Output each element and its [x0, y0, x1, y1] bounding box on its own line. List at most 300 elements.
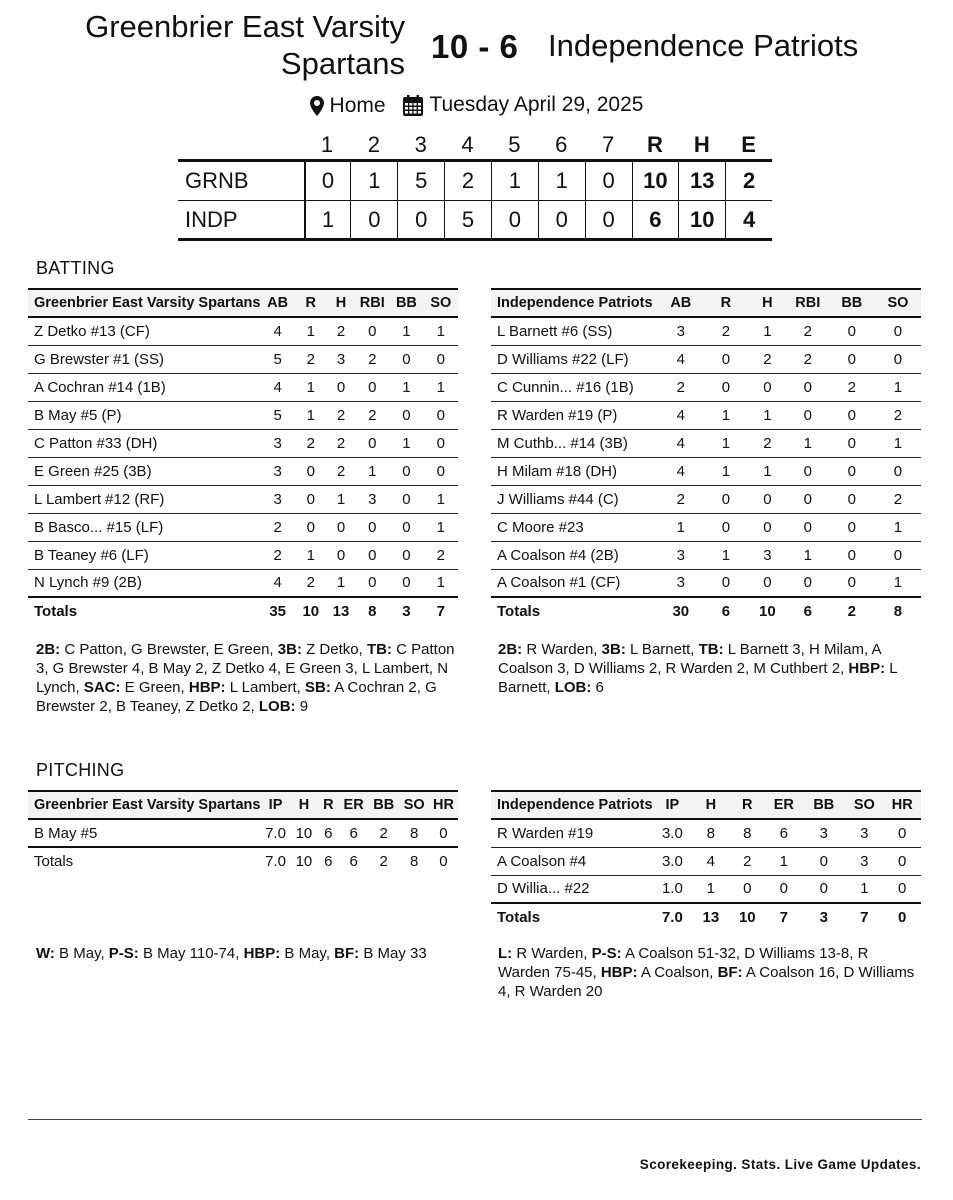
total-value: 13 — [332, 603, 350, 620]
stat-value: 0 — [829, 429, 875, 457]
column-header: AB — [260, 289, 294, 317]
stat-value: 3 — [802, 819, 845, 847]
note-text: R Warden, — [522, 641, 602, 658]
note-label: TB: — [366, 641, 392, 658]
inning-score: 1 — [491, 162, 538, 200]
column-header: SO — [424, 289, 458, 317]
batting-table-home — [28, 288, 458, 625]
column-header: H — [748, 289, 787, 317]
column-header: SO — [400, 791, 429, 819]
stat-value: 8 — [729, 819, 765, 847]
stat-value: 5 — [260, 345, 294, 373]
runs-header: R — [646, 132, 663, 157]
stat-value: 0 — [295, 485, 327, 513]
home-team-line2: Spartans — [280, 46, 405, 81]
stat-value: 0 — [829, 513, 875, 541]
table-row — [28, 819, 458, 847]
note-text: 9 — [295, 698, 309, 715]
table-row — [491, 317, 921, 345]
table-header-row — [28, 791, 458, 819]
team-header: Greenbrier East Varsity Spartans — [28, 791, 260, 819]
stat-value: 1 — [424, 569, 458, 597]
stat-value: 1 — [355, 457, 389, 485]
stat-value: 0 — [883, 819, 921, 847]
stat-value: 2 — [368, 819, 400, 847]
inning-score: 1 — [350, 162, 397, 200]
note-label: HBP: — [188, 679, 226, 696]
totals-row — [491, 903, 921, 931]
runs-total: 6 — [632, 201, 679, 238]
stat-value: 0 — [748, 373, 787, 401]
column-header: BB — [368, 791, 400, 819]
inning-score: 0 — [491, 201, 538, 238]
table-row — [28, 513, 458, 541]
player-name: C Patton #33 (DH) — [28, 429, 260, 457]
stat-value: 0 — [295, 457, 327, 485]
player-name: J Williams #44 (C) — [491, 485, 658, 513]
note-label: P-S: — [591, 945, 622, 962]
stat-value: 1 — [875, 373, 921, 401]
column-header: H — [291, 791, 318, 819]
stat-value: 1 — [327, 485, 355, 513]
player-name: N Lynch #9 (2B) — [28, 569, 260, 597]
linescore-team: GRNB — [185, 168, 249, 193]
table-row — [28, 317, 458, 345]
table-header-row — [491, 289, 921, 317]
errors-total: 2 — [725, 162, 772, 200]
note-label: W: — [36, 945, 55, 962]
errors-total: 4 — [725, 201, 772, 238]
stat-value: 2 — [658, 485, 704, 513]
inning-score: 0 — [585, 162, 632, 200]
linescore-team: INDP — [185, 206, 238, 232]
stat-value: 0 — [355, 541, 389, 569]
table-header-row — [28, 289, 458, 317]
inning-score: 0 — [397, 201, 444, 238]
stat-value: 0 — [829, 541, 875, 569]
player-name: B May #5 (P) — [28, 401, 260, 429]
inning-score: 0 — [304, 162, 351, 200]
note-text: C Patton, G Brewster, E Green, — [60, 641, 278, 658]
team-header: Greenbrier East Varsity Spartans — [28, 289, 260, 317]
stat-value: 0 — [829, 345, 875, 373]
table-row — [28, 429, 458, 457]
stat-value: 2 — [729, 847, 765, 875]
stat-value: 0 — [748, 569, 787, 597]
stat-value: 0 — [787, 485, 829, 513]
table-row — [491, 513, 921, 541]
table-row — [491, 819, 921, 847]
table-row — [28, 401, 458, 429]
total-value: 2 — [379, 853, 388, 870]
note-text: L Barnett, — [498, 660, 898, 696]
stat-value: 0 — [355, 317, 389, 345]
stat-value: 0 — [802, 875, 845, 903]
totals-label: Totals — [34, 603, 78, 620]
stat-value: 1 — [295, 317, 327, 345]
pitching-title: PITCHING — [36, 760, 125, 780]
linescore — [178, 131, 772, 241]
total-value: 30 — [672, 603, 690, 620]
stat-value: 2 — [260, 513, 294, 541]
column-header: R — [729, 791, 765, 819]
stat-value: 0 — [704, 569, 748, 597]
stat-value: 0 — [875, 345, 921, 373]
total-value: 7 — [779, 909, 788, 926]
stat-value: 0 — [355, 373, 389, 401]
stat-value: 2 — [327, 457, 355, 485]
stat-value: 2 — [787, 345, 829, 373]
player-name: H Milam #18 (DH) — [491, 457, 658, 485]
stat-value: 2 — [327, 317, 355, 345]
stat-value: 2 — [748, 429, 787, 457]
inning-score: 2 — [444, 162, 491, 200]
total-value: 8 — [893, 603, 903, 620]
stat-value: 1 — [787, 429, 829, 457]
inning-header: 4 — [461, 132, 474, 157]
stat-value: 3 — [658, 541, 704, 569]
final-score: 10 - 6 — [431, 28, 519, 65]
pitching-notes-away — [498, 944, 918, 1001]
home-team-line1: Greenbrier East Varsity — [85, 9, 405, 44]
column-header: HR — [883, 791, 921, 819]
stat-value: 3.0 — [653, 847, 693, 875]
stat-value: 1 — [748, 457, 787, 485]
player-name: D Willia... #22 — [491, 875, 653, 903]
player-name: B Basco... #15 (LF) — [28, 513, 260, 541]
stat-value: 0 — [327, 373, 355, 401]
player-name: B Teaney #6 (LF) — [28, 541, 260, 569]
total-value: 7 — [860, 909, 869, 926]
stat-value: 1 — [845, 875, 883, 903]
stat-value: 0 — [883, 875, 921, 903]
table-row — [491, 429, 921, 457]
runs-total: 10 — [632, 162, 679, 200]
note-label: HBP: — [600, 964, 638, 981]
column-header: ER — [339, 791, 368, 819]
batting-notes-away — [498, 640, 918, 697]
stat-value: 1 — [704, 457, 748, 485]
stat-value: 1 — [424, 485, 458, 513]
player-name: A Coalson #4 (2B) — [491, 541, 658, 569]
total-value: 10 — [759, 603, 776, 620]
stat-value: 2 — [295, 569, 327, 597]
stat-value: 0 — [704, 373, 748, 401]
stat-value: 0 — [729, 875, 765, 903]
stat-value: 0 — [327, 541, 355, 569]
stat-value: 2 — [424, 541, 458, 569]
stat-value: 0 — [295, 513, 327, 541]
stat-value: 1 — [424, 373, 458, 401]
note-label: BF: — [334, 945, 360, 962]
note-label: 2B: — [498, 641, 523, 658]
note-text: C Patton 3, G Brewster 4, B May 2, Z Detko 4, E Green 3, L Lambert, N Lynch, — [36, 641, 455, 696]
stat-value: 6 — [317, 819, 339, 847]
home-team-name — [85, 8, 405, 82]
column-header: BB — [802, 791, 845, 819]
stat-value: 1 — [748, 317, 787, 345]
note-text: L Lambert, — [225, 679, 306, 696]
stat-value: 0 — [883, 847, 921, 875]
stat-value: 0 — [704, 485, 748, 513]
team-header: Independence Patriots — [491, 791, 653, 819]
stat-value: 3 — [748, 541, 787, 569]
column-header: SO — [845, 791, 883, 819]
stat-value: 3 — [327, 345, 355, 373]
stat-value: 5 — [260, 401, 294, 429]
stat-value: 1 — [787, 541, 829, 569]
column-header: R — [704, 289, 748, 317]
table-row — [491, 541, 921, 569]
stat-value: 1 — [692, 875, 729, 903]
stat-value: 0 — [389, 485, 423, 513]
stat-value: 0 — [829, 569, 875, 597]
total-value: 35 — [269, 603, 286, 620]
stat-value: 2 — [327, 401, 355, 429]
total-value: 0 — [439, 853, 448, 870]
stat-value: 3 — [658, 317, 704, 345]
note-text: Z Detko, — [301, 641, 367, 658]
stat-value: 8 — [692, 819, 729, 847]
note-text: R Warden, — [512, 945, 592, 962]
inning-header: 6 — [555, 132, 568, 157]
note-label: LOB: — [258, 698, 296, 715]
note-text: A Coalson 51-32, D Williams 13-8, R Warden 75-45, — [498, 945, 869, 981]
column-header: BB — [829, 289, 875, 317]
location — [310, 94, 386, 118]
stat-value: 4 — [692, 847, 729, 875]
stat-value: 3 — [845, 847, 883, 875]
total-value: 13 — [702, 909, 720, 926]
stat-value: 0 — [429, 819, 458, 847]
total-value: 7.0 — [265, 853, 286, 870]
totals-label: Totals — [497, 909, 541, 926]
date — [403, 93, 643, 117]
stat-value: 0 — [389, 513, 423, 541]
stat-value: 0 — [787, 457, 829, 485]
team-header: Independence Patriots — [491, 289, 658, 317]
player-name: E Green #25 (3B) — [28, 457, 260, 485]
footer-divider — [28, 1119, 922, 1120]
stat-value: 2 — [658, 373, 704, 401]
stat-value: 4 — [658, 345, 704, 373]
hits-total: 13 — [678, 162, 725, 200]
stat-value: 4 — [658, 457, 704, 485]
batting-notes-home — [36, 640, 456, 716]
table-row — [491, 401, 921, 429]
stat-value: 2 — [260, 541, 294, 569]
note-text: E Green, — [120, 679, 189, 696]
totals-row — [28, 597, 458, 625]
stat-value: 0 — [829, 457, 875, 485]
note-text: A Coalson 16, D Williams 4, R Warden 20 — [498, 964, 915, 1000]
player-name: D Williams #22 (LF) — [491, 345, 658, 373]
player-name: L Lambert #12 (RF) — [28, 485, 260, 513]
note-text: B May 110-74, — [138, 945, 244, 962]
stat-value: 1 — [295, 401, 327, 429]
stat-value: 1 — [658, 513, 704, 541]
stat-value: 2 — [327, 429, 355, 457]
stat-value: 2 — [704, 317, 748, 345]
total-value: 6 — [324, 853, 333, 870]
stat-value: 0 — [424, 429, 458, 457]
stat-value: 1 — [704, 541, 748, 569]
column-header: SO — [875, 289, 921, 317]
table-row — [491, 345, 921, 373]
column-header: RBI — [787, 289, 829, 317]
stat-value: 3 — [355, 485, 389, 513]
note-label: BF: — [717, 964, 743, 981]
batting-title: BATTING — [36, 258, 115, 278]
stat-value: 1 — [704, 401, 748, 429]
stat-value: 8 — [400, 819, 429, 847]
pitching-notes-home — [36, 944, 456, 963]
stat-value: 0 — [875, 541, 921, 569]
note-text: B May, — [54, 945, 109, 962]
note-label: HBP: — [848, 660, 886, 677]
stat-value: 0 — [389, 457, 423, 485]
linescore-header — [178, 131, 772, 159]
stat-value: 0 — [802, 847, 845, 875]
stat-value: 0 — [389, 569, 423, 597]
stat-value: 3 — [658, 569, 704, 597]
stat-value: 1.0 — [653, 875, 693, 903]
totals-row — [491, 597, 921, 625]
table-row — [28, 485, 458, 513]
total-value: 10 — [738, 909, 756, 926]
table-row — [28, 569, 458, 597]
column-header: RBI — [355, 289, 389, 317]
column-header: AB — [658, 289, 704, 317]
stat-value: 4 — [658, 429, 704, 457]
stat-value: 2 — [787, 317, 829, 345]
stat-value: 2 — [295, 345, 327, 373]
stat-value: 6 — [765, 819, 802, 847]
note-label: HBP: — [243, 945, 281, 962]
linescore-row-home — [178, 162, 772, 200]
stat-value: 2 — [829, 373, 875, 401]
column-header: IP — [653, 791, 693, 819]
table-header-row — [491, 791, 921, 819]
hits-header: H — [693, 132, 710, 157]
total-value: 8 — [410, 853, 419, 870]
stat-value: 4 — [260, 569, 294, 597]
note-text: L Barnett 3, H Milam, A Coalson 3, D Williams 2, R Warden 2, M Cuthbert 2, — [498, 641, 881, 677]
stat-value: 0 — [829, 401, 875, 429]
player-name: M Cuthb... #14 (3B) — [491, 429, 658, 457]
player-name: A Cochran #14 (1B) — [28, 373, 260, 401]
inning-header: 2 — [367, 132, 380, 157]
stat-value: 0 — [424, 401, 458, 429]
player-name: C Moore #23 — [491, 513, 658, 541]
stat-value: 1 — [389, 429, 423, 457]
inning-header: 5 — [508, 132, 521, 157]
stat-value: 1 — [327, 569, 355, 597]
note-label: P-S: — [108, 945, 139, 962]
column-header: BB — [389, 289, 423, 317]
stat-value: 2 — [295, 429, 327, 457]
stat-value: 3.0 — [653, 819, 693, 847]
inning-header: 1 — [320, 132, 334, 157]
total-value: 10 — [302, 603, 320, 620]
note-label: SAC: — [83, 679, 121, 696]
inning-header: 3 — [414, 132, 427, 157]
stat-value: 2 — [748, 345, 787, 373]
table-row — [28, 541, 458, 569]
table-row — [491, 847, 921, 875]
calendar-icon — [403, 95, 423, 116]
player-name: R Warden #19 (P) — [491, 401, 658, 429]
table-row — [28, 345, 458, 373]
table-row — [491, 373, 921, 401]
stat-value: 4 — [260, 373, 294, 401]
total-value: 0 — [898, 909, 907, 926]
stat-value: 1 — [704, 429, 748, 457]
inning-header: 7 — [601, 132, 615, 157]
errors-header: E — [741, 132, 756, 157]
game-header — [0, 0, 953, 95]
column-header: R — [295, 289, 327, 317]
total-value: 8 — [368, 603, 377, 620]
batting-table-away — [491, 288, 921, 625]
stat-value: 1 — [875, 513, 921, 541]
note-label: L: — [498, 945, 513, 962]
note-label: 3B: — [277, 641, 302, 658]
stat-value: 1 — [875, 569, 921, 597]
stat-value: 4 — [658, 401, 704, 429]
player-name: C Cunnin... #16 (1B) — [491, 373, 658, 401]
table-row — [28, 373, 458, 401]
note-text: 6 — [591, 679, 604, 696]
stat-value: 4 — [260, 317, 294, 345]
total-value: 6 — [349, 853, 358, 870]
player-name: R Warden #19 — [491, 819, 653, 847]
player-name: A Coalson #1 (CF) — [491, 569, 658, 597]
stat-value: 0 — [765, 875, 802, 903]
total-value: 6 — [803, 603, 812, 620]
stat-value: 0 — [787, 373, 829, 401]
linescore-body — [178, 159, 772, 241]
column-header: H — [692, 791, 729, 819]
stat-value: 1 — [424, 513, 458, 541]
table-row — [491, 457, 921, 485]
stat-value: 1 — [765, 847, 802, 875]
stat-value: 3 — [260, 429, 294, 457]
stat-value: 2 — [875, 401, 921, 429]
stat-value: 6 — [339, 819, 368, 847]
stat-value: 3 — [260, 457, 294, 485]
stat-value: 0 — [355, 569, 389, 597]
note-text: L Barnett, — [625, 641, 699, 658]
stat-value: 0 — [787, 569, 829, 597]
stat-value: 10 — [291, 819, 318, 847]
stat-value: 1 — [295, 541, 327, 569]
stat-value: 0 — [424, 345, 458, 373]
total-value: 6 — [721, 603, 731, 620]
total-value: 3 — [402, 603, 411, 620]
stat-value: 0 — [748, 485, 787, 513]
note-label: 2B: — [36, 641, 61, 658]
stat-value: 1 — [295, 373, 327, 401]
inning-score: 0 — [538, 201, 585, 238]
stat-value: 3 — [260, 485, 294, 513]
totals-label: Totals — [34, 853, 74, 870]
stat-value: 0 — [875, 457, 921, 485]
inning-score: 1 — [304, 201, 351, 238]
inning-score: 0 — [585, 201, 632, 238]
note-text: B May, — [280, 945, 335, 962]
stat-value: 2 — [355, 401, 389, 429]
